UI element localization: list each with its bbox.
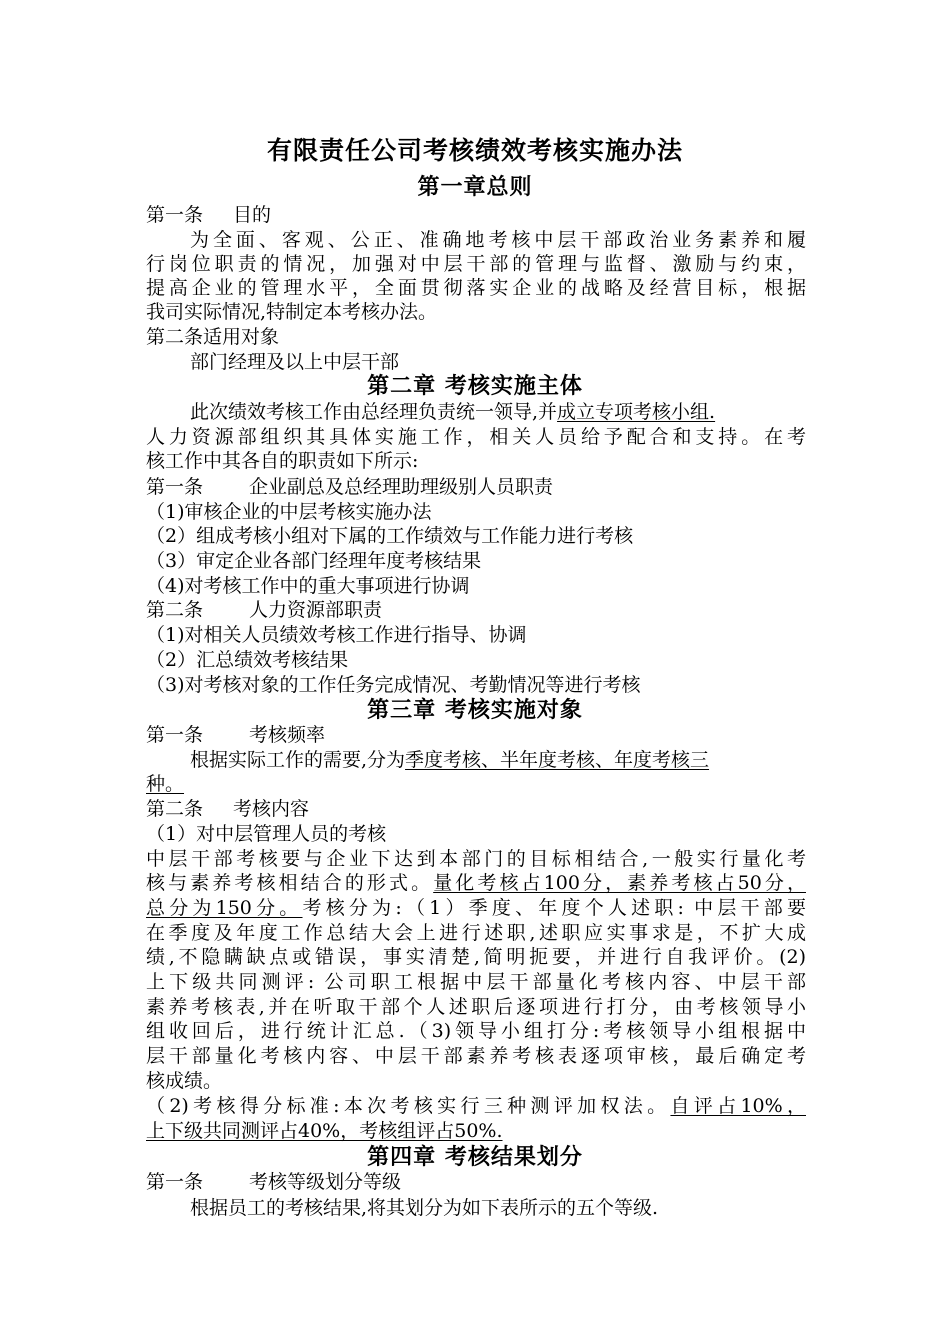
- text-run: 核与素养考核相结合的形式。: [146, 872, 434, 894]
- paragraph-line: 核成绩。: [146, 1070, 223, 1092]
- underlined-text: 上下级共同测评占40%，考核组评占50%.: [146, 1120, 503, 1142]
- list-item: （4)对考核工作中的重大事项进行协调: [146, 575, 470, 597]
- article-label: 第一条: [146, 204, 204, 226]
- paragraph-line: 提高企业的管理水平，全面贯彻落实企业的战略及经营目标，根据: [146, 277, 806, 299]
- chapter-1-article-2-heading: 第二条适用对象: [146, 326, 280, 348]
- underlined-text: 自评占10%，: [670, 1095, 806, 1117]
- underlined-text: 总分为150分。: [146, 897, 303, 919]
- text-run: 此次绩效考核工作由总经理负责统一领导,并: [190, 401, 558, 423]
- list-item: （1）对中层管理人员的考核: [146, 823, 387, 845]
- paragraph-line: 我司实际情况,特制定本考核办法。: [146, 301, 438, 323]
- paragraph-line: 核工作中其各自的职责如下所示:: [146, 450, 419, 472]
- paragraph-line: 组收回后，进行统计汇总.（3)领导小组打分:考核领导小组根据中: [146, 1020, 806, 1042]
- paragraph-line: 在季度及年度工作总结大会上进行述职,述职应实事求是，不扩大成: [146, 922, 806, 944]
- chapter-1-article-1-heading: [146, 203, 271, 227]
- list-item: （1)对相关人员绩效考核工作进行指导、协调: [146, 624, 527, 646]
- article-label: 第一条: [146, 476, 204, 498]
- article-label: 第二条: [146, 599, 204, 621]
- underlined-text: 种。: [146, 773, 185, 795]
- chapter-2-article-2-heading: [146, 598, 382, 622]
- paragraph-line: 行岗位职责的情况，加强对中层干部的管理与监督、激励与约束，: [146, 253, 806, 275]
- paragraph-line: [190, 748, 709, 772]
- paragraph-line: 根据员工的考核结果,将其划分为如下表所示的五个等级.: [190, 1197, 659, 1219]
- list-item: （3）审定企业各部门经理年度考核结果: [146, 550, 482, 572]
- article-label: 第一条: [146, 1171, 204, 1193]
- paragraph-line: 中层干部考核要与企业下达到本部门的目标相结合,一般实行量化考: [146, 848, 806, 870]
- paragraph-line: 层干部量化考核内容、中层干部素养考核表逐项审核，最后确定考: [146, 1045, 806, 1067]
- article-title: 考核内容: [233, 798, 310, 820]
- list-item: （1)审核企业的中层考核实施办法: [146, 501, 432, 523]
- article-title: 企业副总及总经理助理级别人员职责: [249, 476, 554, 498]
- paragraph-line: 为全面、客观、公正、准确地考核中层干部政治业务素养和履: [190, 229, 806, 251]
- article-title: 人力资源部职责: [249, 599, 383, 621]
- chapter-2-article-1-heading: [146, 475, 553, 499]
- paragraph-line: [146, 772, 184, 796]
- paragraph-line: 上下级共同测评: 公司职工根据中层干部量化考核内容、中层干部: [146, 971, 806, 993]
- underlined-text: 量化考核占100分，素养考核占50分，: [433, 872, 806, 894]
- paragraph-line: 绩,不隐瞒缺点或错误，事实清楚,简明扼要，并进行自我评价。(2): [146, 946, 806, 968]
- chapter-2-heading: 第二章 考核实施主体: [367, 373, 583, 399]
- chapter-4-heading: 第四章 考核结果划分: [367, 1144, 583, 1170]
- list-item: （2）组成考核小组对下属的工作绩效与工作能力进行考核: [146, 525, 634, 547]
- article-label: 第一条: [146, 724, 204, 746]
- underlined-text: 成立专项考核小组.: [557, 401, 716, 423]
- list-item: （2）汇总绩效考核结果: [146, 649, 349, 671]
- text-run: 根据实际工作的需要,分为: [190, 749, 406, 771]
- paragraph-line: [190, 400, 715, 424]
- chapter-4-article-1-heading: [146, 1170, 401, 1194]
- paragraph-line: 素养考核表,并在听取干部个人述职后逐项进行打分，由考核领导小: [146, 996, 806, 1018]
- text-run: （2)考核得分标准:本次考核实行三种测评加权法。: [146, 1095, 671, 1117]
- chapter-3-article-2-heading: [146, 797, 309, 821]
- article-title: 目的: [233, 204, 272, 226]
- article-title: 考核等级划分等级: [249, 1171, 402, 1193]
- chapter-3-heading: 第三章 考核实施对象: [367, 697, 583, 723]
- article-label: 第二条: [146, 798, 204, 820]
- document-title: 有限责任公司考核绩效考核实施办法: [266, 136, 683, 165]
- paragraph-line: [146, 1119, 503, 1143]
- text-run: 考核分为:（1）季度、年度个人述职: 中层干部要: [302, 897, 807, 919]
- paragraph-line: 人力资源部组织其具体实施工作，相关人员给予配合和支持。在考: [146, 426, 806, 448]
- article-title: 考核频率: [249, 724, 326, 746]
- paragraph-line: [146, 896, 806, 920]
- chapter-3-article-1-heading: [146, 723, 325, 747]
- paragraph-line: [146, 871, 806, 895]
- list-item: （3)对考核对象的工作任务完成情况、考勤情况等进行考核: [146, 674, 641, 696]
- underlined-text: 季度考核、半年度考核、年度考核三: [405, 749, 710, 771]
- chapter-1-heading: 第一章总则: [417, 174, 533, 200]
- paragraph-line: [146, 1094, 806, 1118]
- paragraph-line: 部门经理及以上中层干部: [190, 351, 400, 373]
